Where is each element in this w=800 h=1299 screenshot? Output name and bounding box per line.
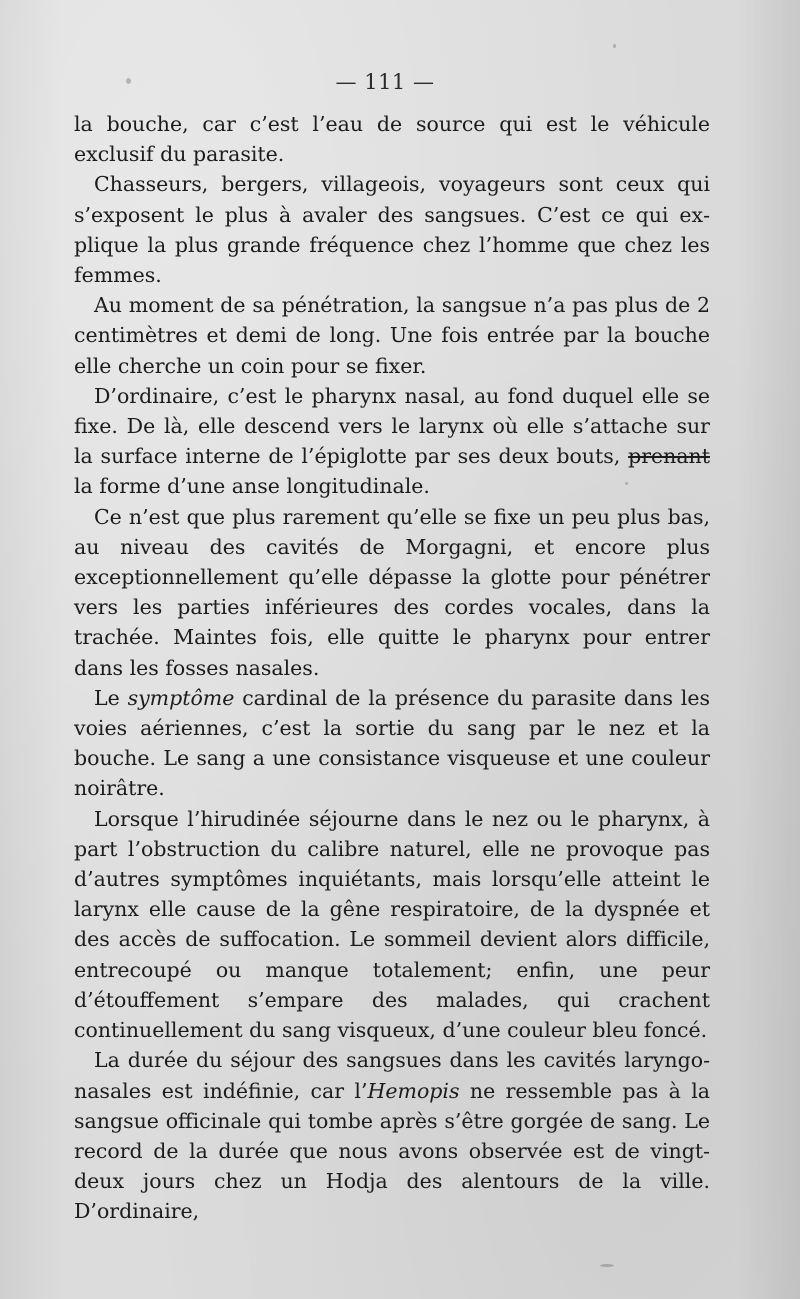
text-segment: Ce n’est que plus rarement qu’elle se fixe un peu plus bas, au niveau des cavités de Morgagni, et encore plus exceptionnellement qu’elle dépasse la glotte pour pénétrer vers les parties inférieures des cordes vocales, dans la trachée. Maintes fois, elle quitte le pharynx pour entrer dans les fosses nasales. bbox=[74, 504, 710, 680]
text-segment: La durée du séjour des sangsues dans les cavités laryngonasales est indéfinie, car l’ bbox=[74, 1048, 710, 1103]
text-segment: symptôme bbox=[127, 685, 235, 710]
paragraph bbox=[74, 381, 710, 502]
page-number: — 111 — bbox=[335, 70, 435, 94]
text-segment: ne ressemble pas à la sangsue officinale qui tombe après s’être gorgée de sang. Le record de la durée que nous avons observée est de vingt-deux jours chez un Hodja des alentours de la ville. D’ordinaire, bbox=[74, 1078, 710, 1224]
paragraph bbox=[74, 804, 710, 1046]
text-segment: Au moment de sa pénétration, la sangsue n’a pas plus de 2 centimètres et demi de long. Une fois entrée par la bouche elle cherche un coin pour se fixer. bbox=[74, 293, 710, 378]
text-segment: cardinal de la présence du parasite dans les voies aériennes, c’est la sortie du sang par le nez et la bouche. Le sang a une consistance visqueuse et une couleur noirâtre. bbox=[74, 685, 711, 801]
paper-speck bbox=[625, 482, 628, 485]
paper-speck bbox=[613, 44, 616, 48]
body-text bbox=[74, 109, 710, 1227]
text-segment: Chasseurs, bergers, villageois, voyageurs sont ceux qui s’exposent le plus à avaler des sangsues. C’est ce qui explique la plus grande fréquence chez l’homme que chez les femmes. bbox=[74, 172, 710, 288]
paragraph bbox=[74, 290, 710, 381]
text-segment: prenant bbox=[628, 444, 710, 469]
text-segment: Hemopis bbox=[367, 1078, 460, 1103]
text-segment: la forme d’une anse longitudinale. bbox=[74, 474, 430, 499]
text-segment: la bouche, car c’est l’eau de source qui est le véhicule exclusif du parasite. bbox=[74, 112, 710, 167]
paper-speck bbox=[126, 78, 131, 84]
text-segment: D’ordinaire, c’est le pharynx nasal, au fond duquel elle se fixe. De là, elle descend vers le larynx où elle s’attache sur la surface interne de l’épiglotte par ses deux bouts, bbox=[74, 383, 710, 469]
paragraph bbox=[74, 169, 710, 290]
paragraph bbox=[74, 1045, 710, 1226]
paragraph bbox=[74, 109, 710, 169]
paper-speck bbox=[600, 1264, 614, 1267]
text-segment: Lorsque l’hirudinée séjourne dans le nez ou le pharynx, à part l’obstruction du calibre naturel, elle ne provoque pas d’autres symptômes inquiétants, mais lorsqu’elle atteint le larynx elle cause de la gêne respiratoire, de la dyspnée et des accès de suffocation. Le sommeil devient alors difficile, entrecoupé ou manque totalement; enfin, une peur d’étouffement s’empare des malades, qui crachent continuellement du sang visqueux, d’une couleur bleu foncé. bbox=[74, 806, 710, 1043]
paragraph bbox=[74, 502, 710, 683]
text-segment: Le bbox=[94, 685, 128, 710]
paragraph bbox=[74, 683, 710, 804]
